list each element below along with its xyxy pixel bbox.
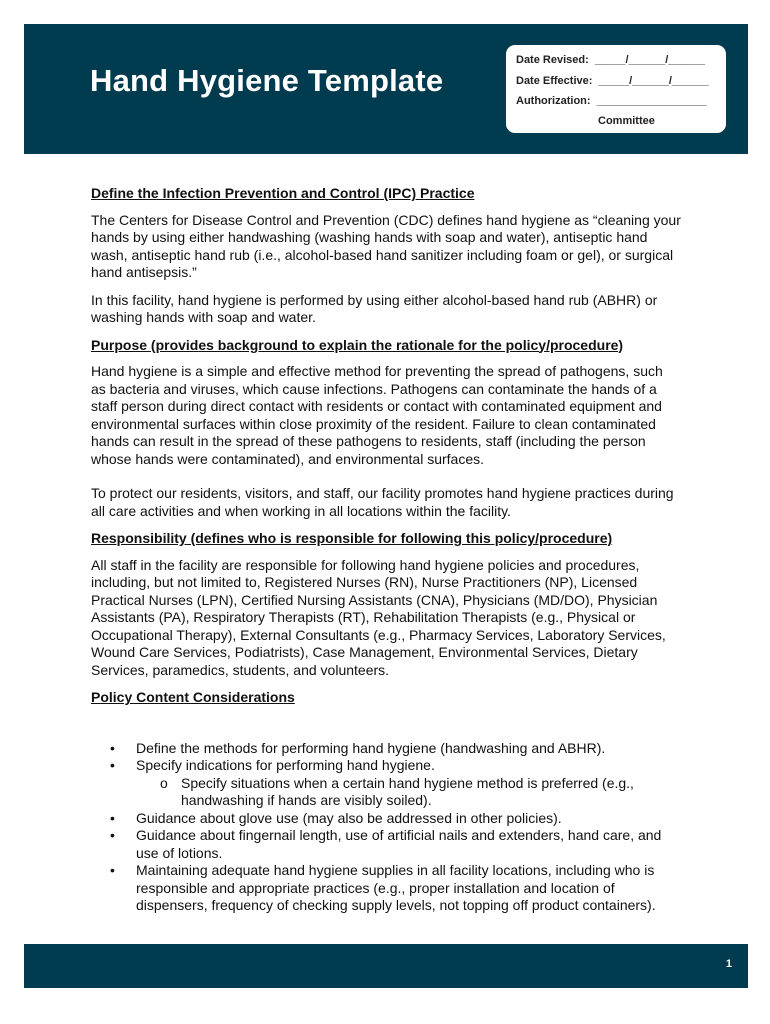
revision-info-box xyxy=(506,45,726,133)
list-item xyxy=(91,810,681,828)
purpose-paragraph-1: Hand hygiene is a simple and effective method for preventing the spread of pathogens, such as bacteria and viruses, which cause infections. Pathogens can contaminate the hands of a staff person during direct contact with residents or contact with contaminated equipment and environmental surfaces within close proximity of the resident. Failure to clean contaminated hands can result in the spread of these pathogens to residents, staff (including the person whose hands were contaminated), and environmental surfaces. xyxy=(91,363,663,467)
page-number: 1 xyxy=(725,958,732,970)
bullet-icon: • xyxy=(110,827,115,843)
ipc-heading: Define the Infection Prevention and Control (IPC) Practice xyxy=(91,185,475,201)
list-item-text: Maintaining adequate hand hygiene supplies in all facility locations, including who is responsible and appropriate practices (e.g., proper installation and location of dispensers, frequency of checking supply levels, not topping off product containers). xyxy=(136,862,656,913)
list-item-text: Define the methods for performing hand hygiene (handwashing and ABHR). xyxy=(136,739,606,756)
bullet-icon: • xyxy=(110,757,115,773)
list-item xyxy=(91,827,681,862)
bullet-icon: • xyxy=(110,809,115,826)
responsibility-paragraph: All staff in the facility are responsible for following hand hygiene policies and procedures, including, but not limited to, Registered Nurses (RN), Nurse Practitioners (NP), Licensed Practical Nurses (LPN), Certified Nursing Assistants (CNA), Physicians (MD/DO), Physician Assistants (PA), Respiratory Therapists (RT), Rehabilitation Therapists (e.g., Physical or Occupational Therapy), External Consultants (e.g., Pharmacy Services, Laboratory Services, Wound Care Services, Podiatrists), Case Management, Environmental Services, Dietary Services, paramedics, students, and volunteers. xyxy=(91,556,666,678)
committee-label: Committee xyxy=(598,115,655,127)
page-title: Hand Hygiene Template xyxy=(90,63,444,98)
authorization-field[interactable]: Authorization: __________________ xyxy=(516,95,707,107)
policy-heading: Policy Content Considerations xyxy=(91,689,295,705)
bullet-icon: • xyxy=(110,739,115,756)
list-item-text: Guidance about fingernail length, use of artificial nails and extenders, hand care, and use of lotions. xyxy=(136,827,662,861)
date-effective-field[interactable]: Date Effective: _____/______/______ xyxy=(516,75,709,87)
purpose-paragraph-2: To protect our residents, visitors, and staff, our facility promotes hand hygiene practices during all care activities and when working in all locations within the facility. xyxy=(91,485,674,519)
list-item xyxy=(91,862,681,915)
ipc-paragraph-1: The Centers for Disease Control and Prevention (CDC) defines hand hygiene as “cleaning your hands by using either handwashing (washing hands with soap and water), antiseptic hand wash, antiseptic hand rub (i.e., alcohol-based hand sanitizer including foam or gel), or surgical hand antisepsis.” xyxy=(91,211,681,280)
sub-list xyxy=(136,775,681,810)
sub-list-item-text: Specify situations when a certain hand hygiene method is preferred (e.g., handwashing if hands are visibly soiled). xyxy=(181,774,634,808)
sub-bullet-icon: o xyxy=(160,774,168,791)
bullet-icon: • xyxy=(110,862,115,878)
header-banner xyxy=(24,24,748,154)
list-item xyxy=(91,740,681,758)
purpose-heading: Purpose (provides background to explain the rationale for the policy/procedure) xyxy=(91,336,624,353)
sub-list-item xyxy=(136,775,681,810)
responsibility-heading: Responsibility (defines who is responsible for following this policy/procedure) xyxy=(91,530,613,546)
footer-banner xyxy=(24,944,748,988)
ipc-paragraph-2: In this facility, hand hygiene is performed by using either alcohol-based hand rub (ABHR) or washing hands with soap and water. xyxy=(91,291,658,325)
list-item-text: Specify indications for performing hand hygiene. xyxy=(136,757,435,773)
policy-list xyxy=(91,740,681,915)
date-revised-field[interactable]: Date Revised: _____/______/______ xyxy=(516,54,705,66)
document-body xyxy=(91,185,681,915)
list-item-text: Guidance about glove use (may also be addressed in other policies). xyxy=(136,809,562,826)
list-item xyxy=(91,757,681,810)
